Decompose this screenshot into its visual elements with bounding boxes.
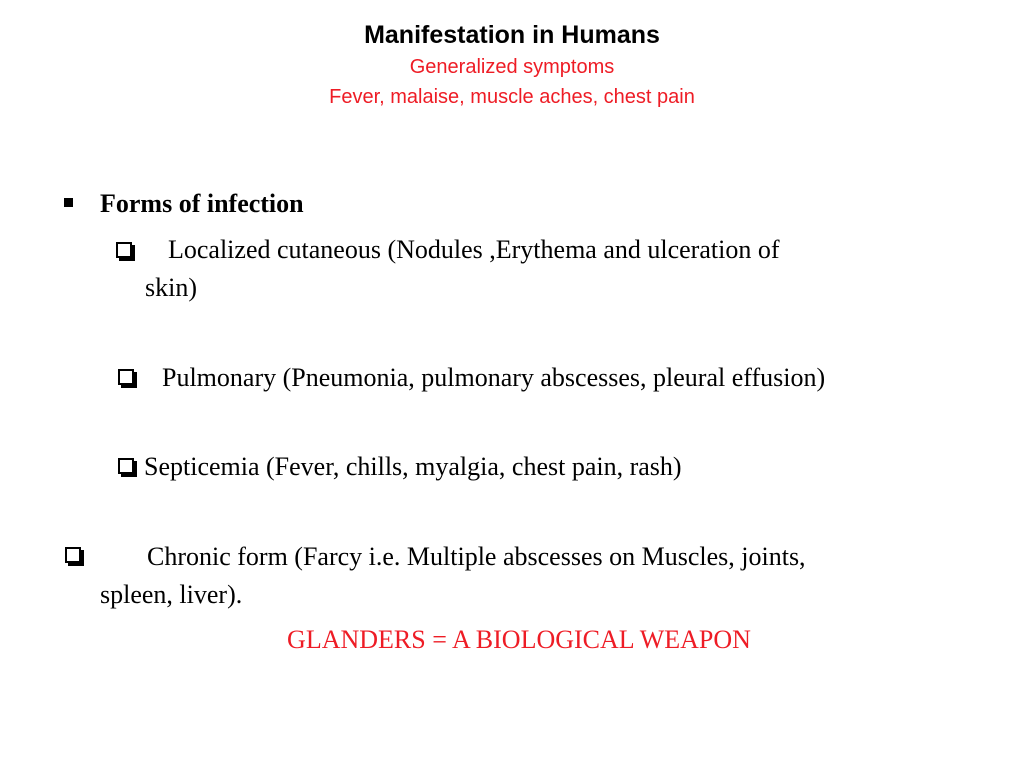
chronic-form-cont: spleen, liver). [100,580,243,609]
emphasis-statement: GLANDERS = A BIOLOGICAL WEAPON [287,625,751,654]
chronic-form: Chronic form (Farcy i.e. Multiple abscesses on Muscles, joints, [147,542,806,571]
forms-heading: Forms of infection [100,189,304,218]
slide-subtitle-symptoms: Fever, malaise, muscle aches, chest pain [329,86,695,108]
checkbox-bullet-icon [65,547,81,563]
list-item-cutaneous-cont: skin) [145,273,197,302]
slide-header [0,18,1024,112]
list-item-septicemia: Septicemia (Fever, chills, myalgia, chest pain, rash) [144,452,682,481]
square-bullet-icon [64,198,73,207]
list-item-pulmonary: Pulmonary (Pneumonia, pulmonary abscesses, pleural effusion) [162,363,826,392]
slide-subtitle: Generalized symptoms [409,56,615,78]
slide-title: Manifestation in Humans [364,21,660,49]
checkbox-bullet-icon [116,242,132,258]
list-item-cutaneous: Localized cutaneous (Nodules ,Erythema and ulceration of [168,235,780,264]
checkbox-bullet-icon [118,369,134,385]
checkbox-bullet-icon [118,458,134,474]
